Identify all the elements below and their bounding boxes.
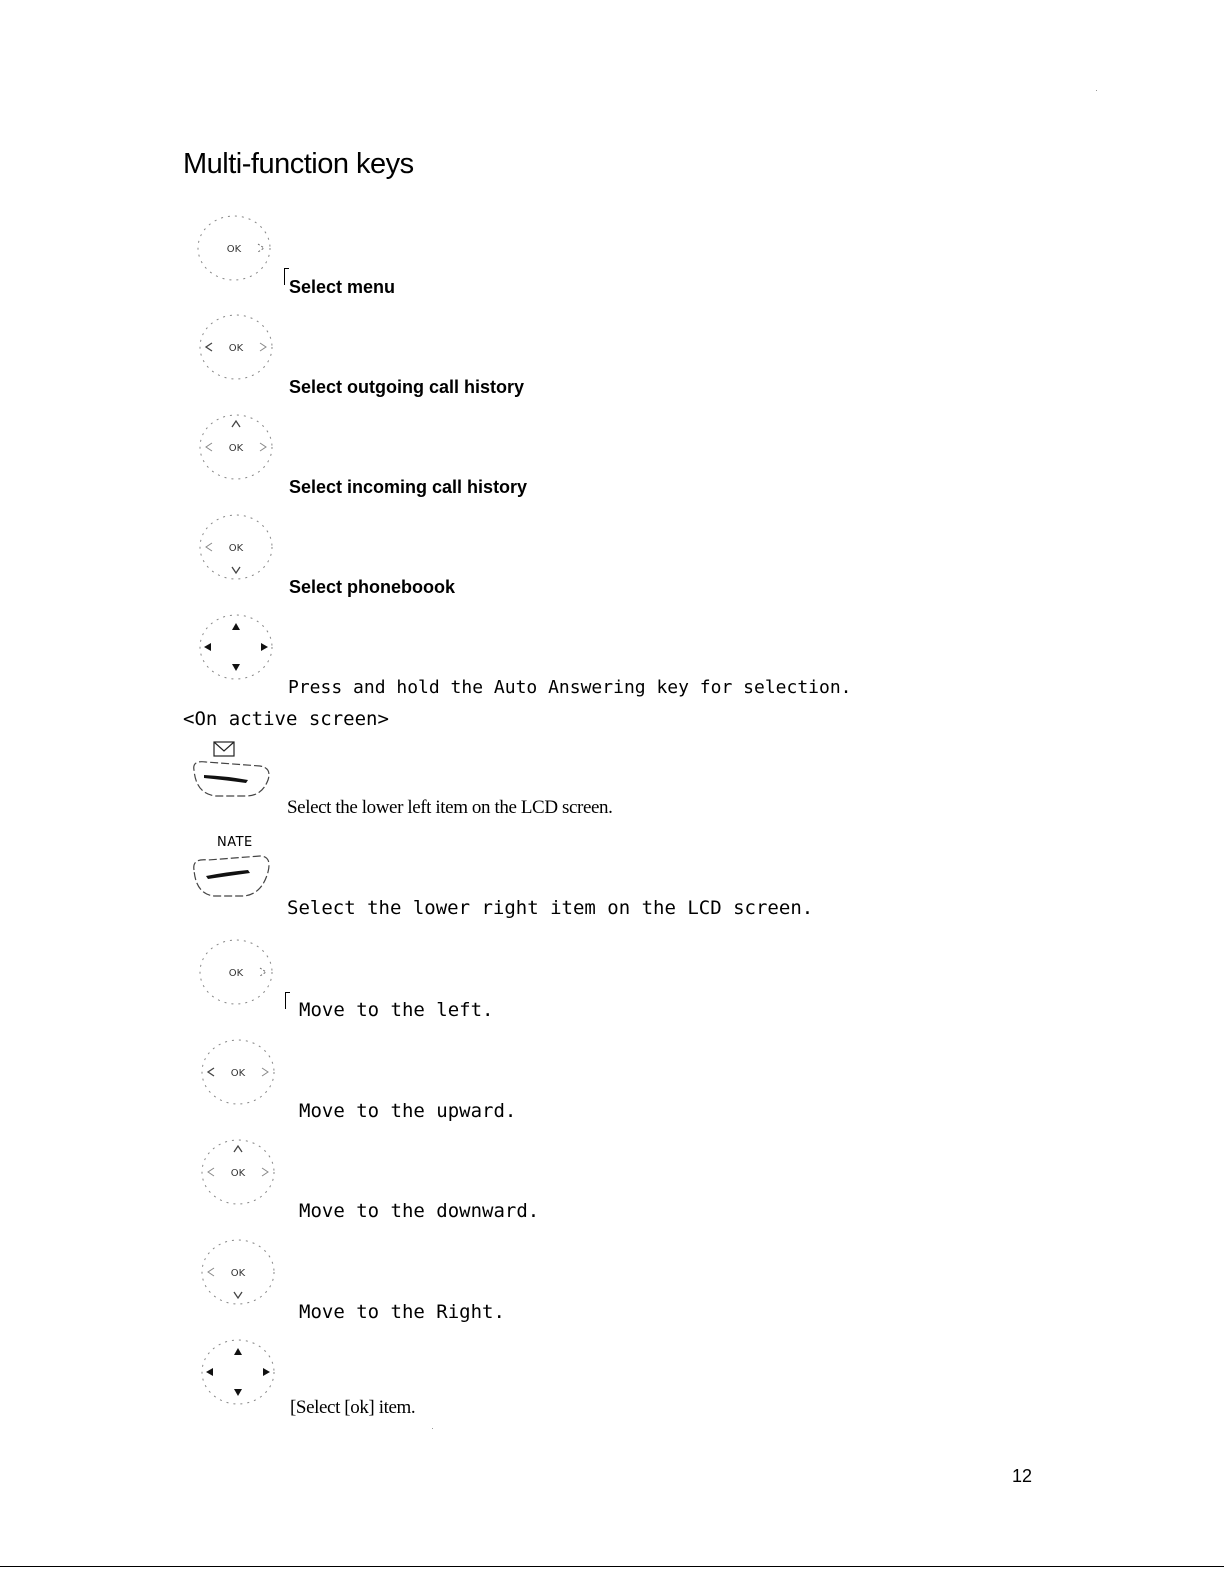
svg-text:OK: OK — [228, 968, 244, 979]
scan-speck — [432, 1428, 433, 1429]
nav-key-right-icon — [190, 212, 274, 284]
soft-key-right-icon — [186, 846, 276, 908]
svg-text:OK: OK — [230, 1068, 246, 1079]
entry-label: Move to the left. — [299, 999, 494, 1021]
envelope-icon — [214, 742, 234, 756]
nate-badge: NATE — [217, 835, 253, 850]
scan-speck — [1096, 90, 1097, 91]
entry-label: Select phoneboook — [289, 577, 456, 597]
entry-label: Move to the upward. — [299, 1100, 517, 1122]
nav-key-down-icon — [194, 1236, 278, 1308]
svg-text:OK: OK — [230, 1168, 246, 1179]
svg-text:OK: OK — [228, 543, 244, 554]
nav-key-left-icon — [192, 311, 276, 383]
nav-key-up-icon — [192, 411, 276, 483]
svg-text:OK: OK — [230, 1268, 246, 1279]
entry-label: Select the lower left item on the LCD screen. — [287, 797, 613, 818]
nav-key-up-icon — [194, 1136, 278, 1208]
page-number: 12 — [1012, 1466, 1033, 1486]
svg-text:OK: OK — [228, 443, 244, 454]
page-bottom-rule — [0, 1566, 1224, 1567]
entry-label: Move to the downward. — [299, 1200, 540, 1222]
entry-label: Select the lower right item on the LCD screen. — [287, 897, 814, 919]
nav-key-left-icon — [194, 1036, 278, 1108]
svg-text:OK: OK — [228, 343, 244, 354]
entry-label: Press and hold the Auto Answering key for selection. — [288, 677, 852, 698]
section-heading: <On active screen> — [183, 708, 389, 730]
entry-label: Move to the Right. — [299, 1301, 505, 1323]
page-title: Multi-function keys — [183, 148, 414, 180]
nav-key-down-icon — [192, 511, 276, 583]
soft-key-left-icon — [186, 736, 276, 808]
nav-key-arrows-icon — [192, 611, 276, 683]
entry-label: Select menu — [289, 277, 396, 297]
nav-key-arrows-icon — [194, 1336, 278, 1408]
entry-label: Select outgoing call history — [289, 377, 525, 397]
text-caret — [285, 992, 290, 1009]
entry-label: Select incoming call history — [289, 477, 528, 497]
nav-key-right-icon — [192, 936, 276, 1008]
svg-text:OK: OK — [226, 244, 242, 255]
entry-label: [Select [ok] item. — [290, 1397, 416, 1418]
